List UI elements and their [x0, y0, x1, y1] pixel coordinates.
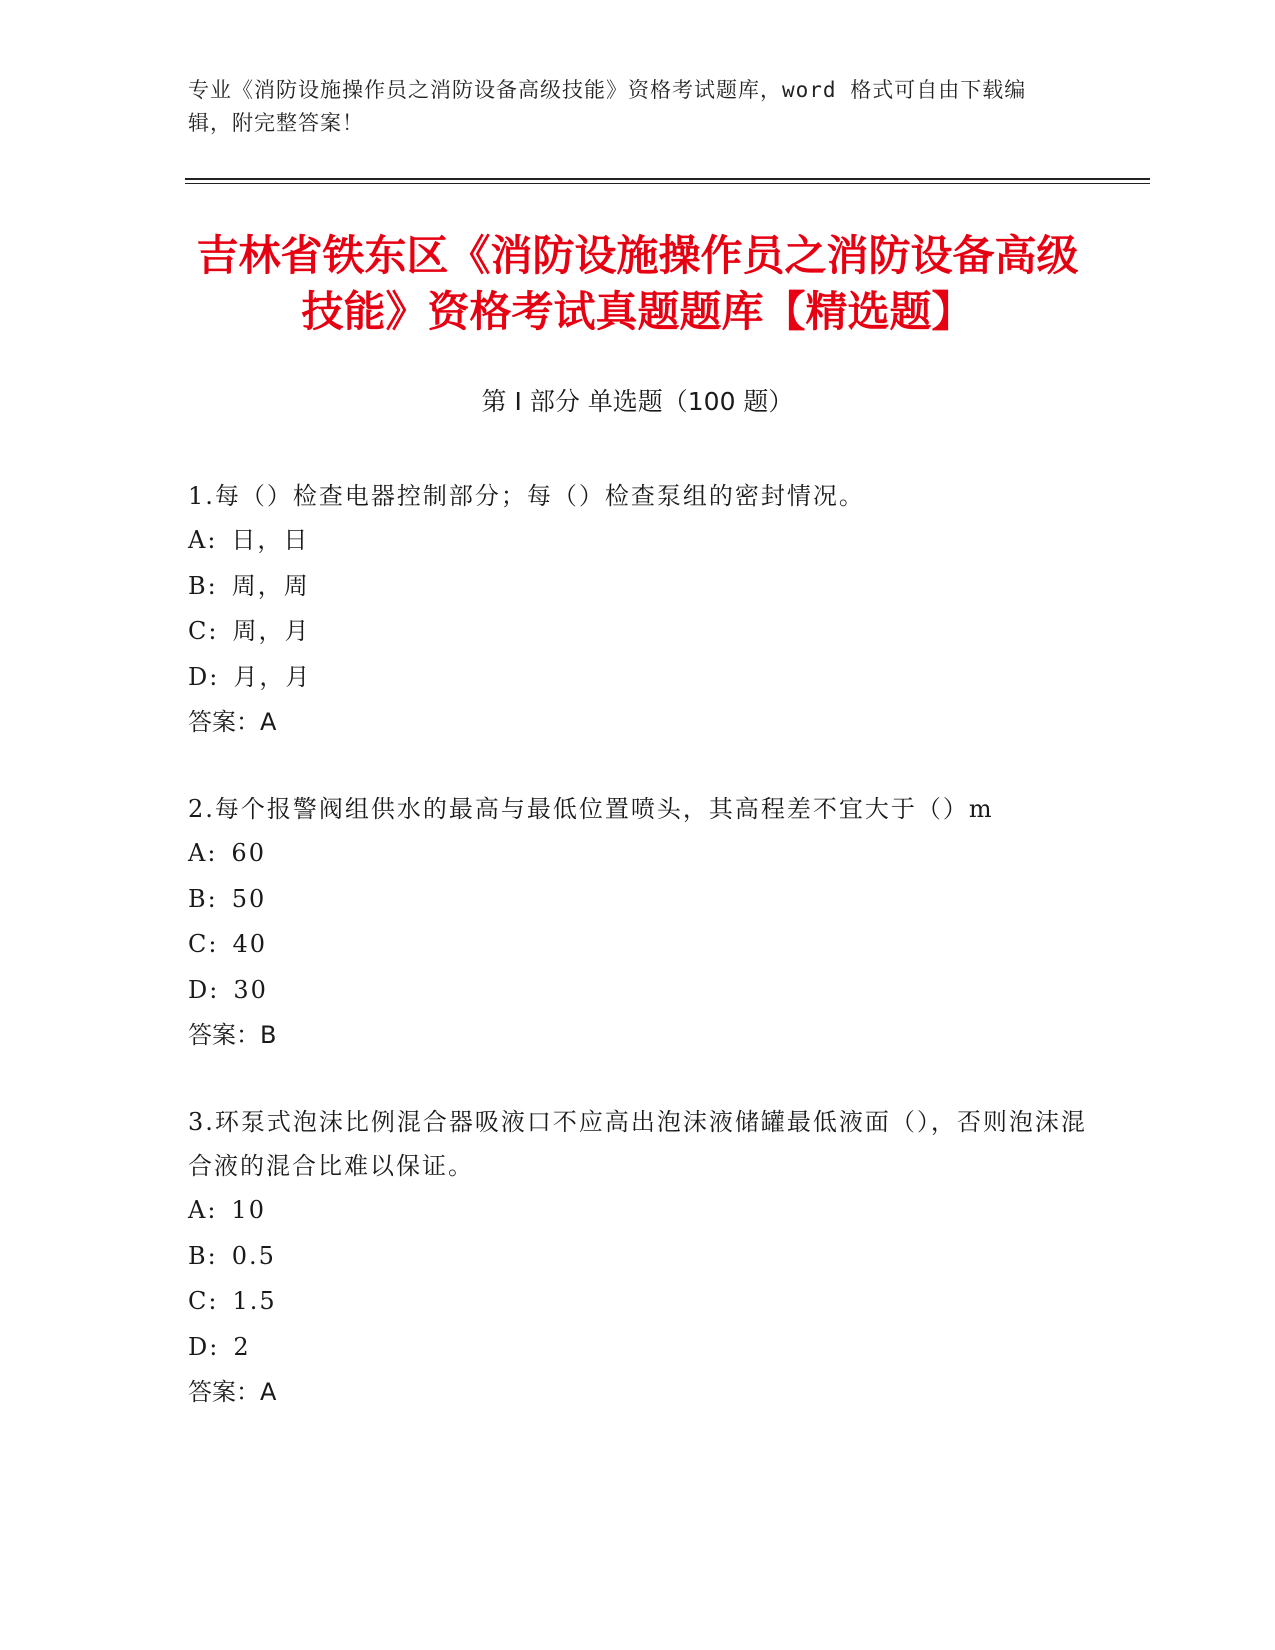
header-rule-thick [185, 178, 1150, 180]
option-d [188, 1325, 1088, 1371]
header-rule-thin [185, 183, 1150, 184]
option-d [188, 968, 1088, 1014]
option-text: 0.5 [231, 1241, 276, 1270]
option-b [188, 564, 1088, 610]
answer-line: 答案：A [188, 1378, 277, 1406]
answer-line: 答案：B [188, 1021, 277, 1049]
option-letter: A: [188, 1196, 218, 1224]
option-text: 40 [232, 930, 267, 958]
option-b [188, 877, 1088, 923]
option-letter: D: [188, 662, 220, 691]
option-text: 60 [231, 839, 266, 867]
option-letter: D: [188, 975, 220, 1004]
question-item [188, 474, 1088, 744]
option-c [188, 1279, 1088, 1325]
option-d [188, 655, 1088, 701]
option-letter: A: [188, 839, 218, 867]
document-title: 吉林省铁东区《消防设施操作员之消防设备高级技能》资格考试真题题库【精选题】 [196, 231, 1079, 336]
option-text: 2 [233, 1332, 251, 1361]
option-letter: B: [188, 1241, 218, 1270]
option-letter: C: [188, 930, 219, 958]
question-item [188, 1100, 1088, 1414]
option-text: 50 [231, 884, 267, 913]
question-item [188, 787, 1088, 1057]
answer-line: 答案：A [188, 708, 277, 736]
option-letter: C: [188, 617, 219, 645]
question-stem: 1.每（）检查电器控制部分；每（）检查泵组的密封情况。 [188, 482, 865, 510]
option-text: 1.5 [232, 1287, 277, 1315]
option-letter: A: [188, 526, 218, 554]
option-letter: B: [188, 571, 218, 600]
section-title: 第 I 部分 单选题（100 题） [481, 387, 794, 416]
option-text: 10 [231, 1196, 266, 1224]
option-letter: C: [188, 1287, 219, 1315]
option-a [188, 831, 1088, 877]
option-a [188, 518, 1088, 564]
option-a [188, 1188, 1088, 1234]
option-c [188, 609, 1088, 655]
question-stem: 3.环泵式泡沫比例混合器吸液口不应高出泡沫液储罐最低液面（），否则泡沫混合液的混合比难以保证。 [188, 1108, 1087, 1180]
option-text: 日，日 [231, 526, 310, 554]
option-text: 周，月 [232, 617, 311, 645]
question-list [188, 474, 1088, 1457]
option-b [188, 1234, 1088, 1280]
option-text: 30 [233, 975, 268, 1004]
option-letter: B: [188, 884, 218, 913]
option-letter: D: [188, 1332, 220, 1361]
option-text: 月，月 [233, 662, 312, 691]
header-note: 专业《消防设施操作员之消防设备高级技能》资格考试题库，word 格式可自由下载编辑，附完整答案！ [188, 78, 1027, 135]
option-c [188, 922, 1088, 968]
option-text: 周，周 [231, 571, 310, 600]
question-stem: 2.每个报警阀组供水的最高与最低位置喷头，其高程差不宜大于（）m [188, 795, 994, 823]
